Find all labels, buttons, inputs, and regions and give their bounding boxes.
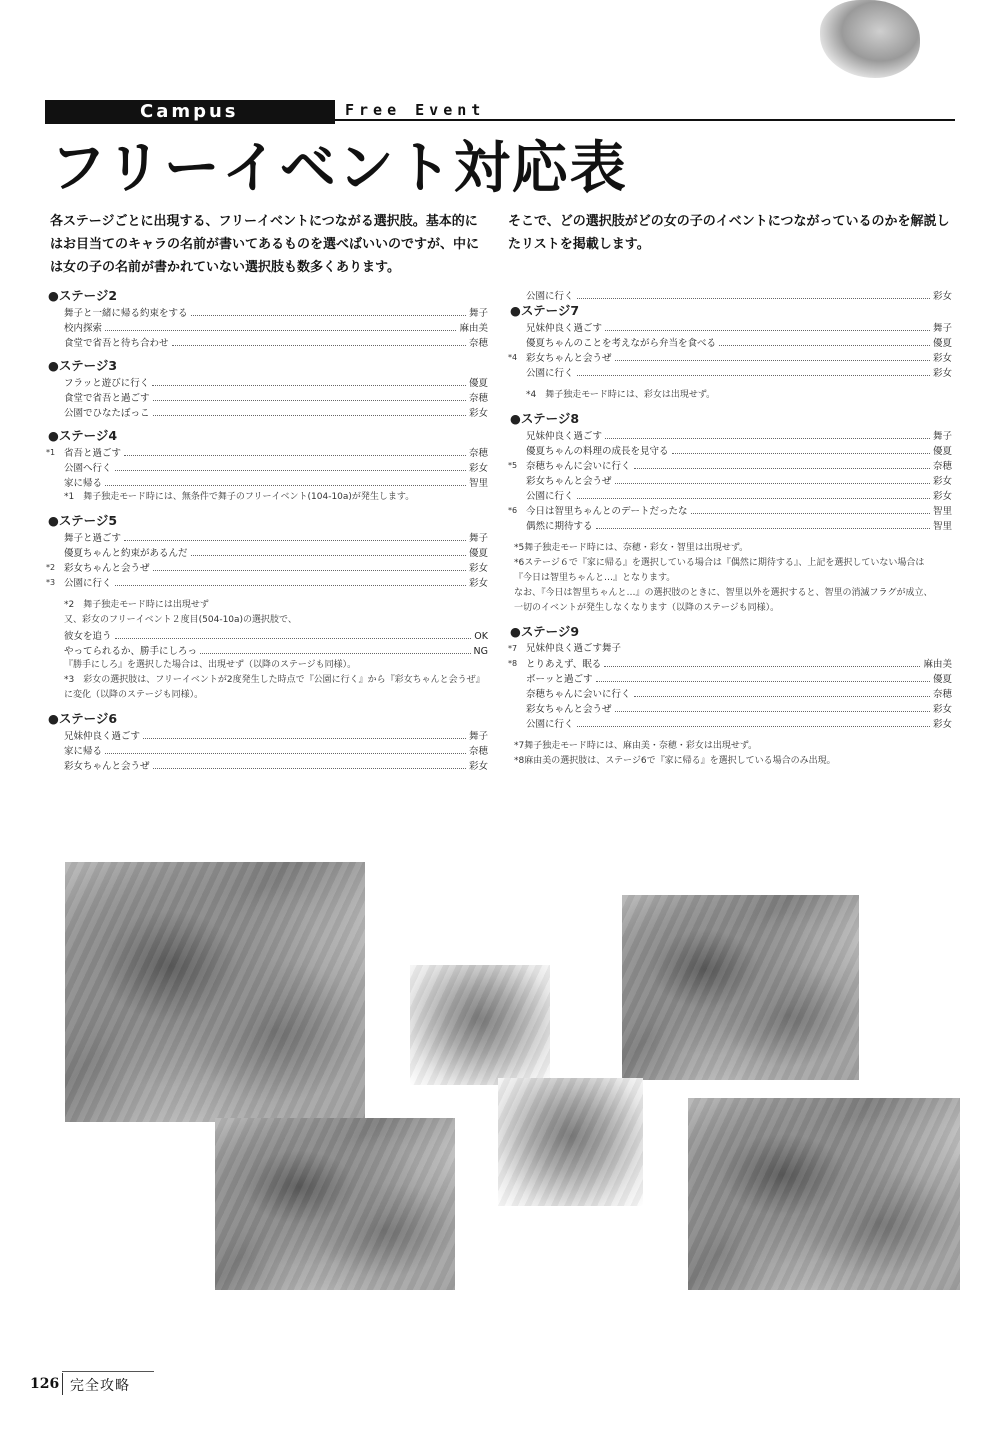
header-rule xyxy=(335,119,955,121)
choice-result: 彩女 xyxy=(932,476,952,487)
leader-dots xyxy=(615,473,930,484)
leader-dots xyxy=(153,390,466,401)
choice-text: やってられるか、勝手にしろっ xyxy=(64,646,198,657)
illustration-embrace xyxy=(622,895,859,1080)
choice-result: 彩女 xyxy=(468,578,488,589)
spacer xyxy=(510,380,952,388)
choice-result: 彩女 xyxy=(468,761,488,772)
choice-result: 優夏 xyxy=(932,338,952,349)
choice-text: 彩女ちゃんと会うぜ xyxy=(64,563,150,574)
choice-result: 智里 xyxy=(932,521,952,532)
choice-result: 優夏 xyxy=(468,378,488,389)
stage-heading: ●ステージ4 xyxy=(48,428,118,443)
choice-row xyxy=(510,320,952,335)
choice-result: 彩女 xyxy=(932,353,952,364)
choice-result: NG xyxy=(473,646,488,657)
footnote-mark: *1 xyxy=(46,448,56,457)
choice-result: 奈穂 xyxy=(468,393,488,404)
choice-result: 舞子 xyxy=(468,731,488,742)
choice-text: フラッと遊びに行く xyxy=(64,378,150,389)
choice-text: 公園に行く xyxy=(526,368,574,379)
choice-text: 食堂で省吾と待ち合わせ xyxy=(64,338,169,349)
choice-result: 彩女 xyxy=(468,408,488,419)
choice-row xyxy=(510,365,952,380)
leader-dots xyxy=(577,488,930,499)
choice-result: 彩女 xyxy=(932,491,952,502)
choice-text: 奈穂ちゃんに会いに行く xyxy=(526,689,631,700)
choice-text: ボーッと過ごす xyxy=(526,674,593,685)
footnote: 『今日は智里ちゃんと…』となります。 xyxy=(514,573,676,583)
illustration-crying-girl xyxy=(215,1118,455,1290)
choice-row xyxy=(510,716,952,731)
leader-dots xyxy=(634,458,930,469)
sub-choice-row xyxy=(48,628,488,643)
footnote: *5舞子独走モード時には、奈穂・彩女・智里は出現せず。 xyxy=(514,543,749,553)
leader-dots xyxy=(577,716,930,727)
choice-text: 彩女ちゃんと会うぜ xyxy=(526,476,612,487)
choice-text: 奈穂ちゃんに会いに行く xyxy=(526,461,631,472)
footer-rule xyxy=(62,1371,154,1372)
choice-result: 優夏 xyxy=(932,674,952,685)
leader-dots xyxy=(604,656,920,667)
stage-heading: ●ステージ3 xyxy=(48,358,118,373)
choice-text: 優夏ちゃんの料理の成長を見守る xyxy=(526,446,669,457)
choice-result: 舞子 xyxy=(932,323,952,334)
choice-row xyxy=(48,305,488,320)
illustration-boy-vignette xyxy=(410,965,550,1085)
footnote: *2 舞子独走モード時には出現せず xyxy=(64,600,209,610)
choice-result: 麻由美 xyxy=(459,323,488,334)
leader-dots xyxy=(115,628,472,639)
choice-result: 奈穂 xyxy=(468,338,488,349)
choice-row xyxy=(510,350,952,365)
choice-text: 公園でひなたぼっこ xyxy=(64,408,150,419)
choice-row xyxy=(510,428,952,443)
choice-row xyxy=(48,728,488,743)
choice-text: 兄妹仲良く過ごす xyxy=(526,323,603,334)
footnote: 一切のイベントが発生しなくなります（以降のステージも同様）。 xyxy=(514,603,780,613)
illustration-girl-on-stairs xyxy=(65,862,365,1122)
choice-result: 奈穂 xyxy=(468,448,488,459)
choice-row xyxy=(48,335,488,350)
leader-dots xyxy=(691,503,930,514)
illustration-fight-scene xyxy=(688,1098,960,1290)
choice-row xyxy=(510,518,952,533)
choice-row xyxy=(48,405,488,420)
choice-row xyxy=(48,390,488,405)
leader-dots xyxy=(172,335,466,346)
choice-row xyxy=(48,475,488,490)
sub-choice-row xyxy=(48,643,488,658)
stage-list-right xyxy=(510,288,952,769)
leader-dots xyxy=(152,375,466,386)
footnote: 『勝手にしろ』を選択した場合は、出現せず（以降のステージも同様）。 xyxy=(64,660,357,670)
choice-text: 優夏ちゃんと約束があるんだ xyxy=(64,548,188,559)
leader-dots xyxy=(105,320,456,331)
footnote: 又、彩女のフリーイベント２度目(504-10a)の選択肢で、 xyxy=(64,615,297,625)
intro-text-right: そこで、どの選択肢がどの女の子のイベントにつながっているのかを解説したリストを掲載します。 xyxy=(508,214,950,252)
choice-result: 奈穂 xyxy=(932,689,952,700)
choice-text: 公園に行く xyxy=(526,491,574,502)
stage-heading: ●ステージ6 xyxy=(48,711,118,726)
choice-text: 彼女を追う xyxy=(64,631,112,642)
choice-text: 優夏ちゃんのことを考えながら弁当を食べる xyxy=(526,338,717,349)
page-title: フリーイベント対応表 xyxy=(50,135,628,201)
choice-text: 彩女ちゃんと会うぜ xyxy=(64,761,150,772)
spacer xyxy=(48,590,488,598)
choice-text: 偶然に期待する xyxy=(526,521,593,532)
footnote-mark: *7 xyxy=(508,644,518,653)
choice-row xyxy=(510,443,952,458)
choice-result: 彩女 xyxy=(932,719,952,730)
choice-row xyxy=(48,530,488,545)
leader-dots xyxy=(191,305,466,316)
choice-row xyxy=(48,575,488,590)
footnote-mark: *5 xyxy=(508,461,518,470)
choice-row xyxy=(510,656,952,671)
choice-result: 優夏 xyxy=(932,446,952,457)
choice-text: 兄妹仲良く過ごす舞子 xyxy=(526,643,622,654)
leader-dots xyxy=(105,743,466,754)
choice-row xyxy=(48,320,488,335)
choice-text: 公園に行く xyxy=(64,578,112,589)
leader-dots xyxy=(153,560,466,571)
choice-row xyxy=(510,458,952,473)
leader-dots xyxy=(615,350,930,361)
choice-row xyxy=(510,686,952,701)
choice-row xyxy=(48,375,488,390)
choice-text: 兄妹仲良く過ごす xyxy=(64,731,141,742)
choice-result: 彩女 xyxy=(932,368,952,379)
leader-dots xyxy=(605,320,930,331)
stage-heading: ●ステージ7 xyxy=(510,303,580,318)
leader-dots xyxy=(143,728,466,739)
footnote: なお、『今日は智里ちゃんと…』の選択肢のときに、智里以外を選択すると、智里の消滅フラグが成立、 xyxy=(514,588,933,598)
leader-dots xyxy=(191,545,466,556)
choice-row xyxy=(510,488,952,503)
footer-separator xyxy=(62,1373,63,1395)
leader-dots xyxy=(115,575,466,586)
choice-row xyxy=(510,288,952,303)
leader-dots xyxy=(153,405,466,416)
choice-result: 舞子 xyxy=(468,308,488,319)
choice-result: 麻由美 xyxy=(923,659,952,670)
stage-heading: ●ステージ2 xyxy=(48,288,118,303)
choice-row xyxy=(510,335,952,350)
choice-text: 校内探索 xyxy=(64,323,103,334)
stage-heading: ●ステージ8 xyxy=(510,411,580,426)
choice-row xyxy=(48,560,488,575)
choice-row xyxy=(48,758,488,773)
choice-row xyxy=(510,503,952,518)
choice-result: 舞子 xyxy=(932,431,952,442)
footer-label: 完全攻略 xyxy=(70,1378,130,1394)
footnote: *3 彩女の選択肢は、フリーイベントが2度発生した時点で『公園に行く』から『彩女ちゃんと会うぜ』 xyxy=(64,675,485,685)
choice-text: 彩女ちゃんと会うぜ xyxy=(526,704,612,715)
leader-dots xyxy=(605,428,930,439)
footnote-mark: *8 xyxy=(508,659,518,668)
choice-row xyxy=(510,473,952,488)
leader-dots xyxy=(200,643,471,654)
choice-result: OK xyxy=(474,631,488,642)
choice-row xyxy=(48,545,488,560)
choice-text: 公園へ行く xyxy=(64,463,112,474)
page-number: 126 xyxy=(30,1376,60,1392)
choice-text: 彩女ちゃんと会うぜ xyxy=(526,353,612,364)
choice-result: 智里 xyxy=(468,478,488,489)
leader-dots xyxy=(672,443,930,454)
choice-text: 兄妹仲良く過ごす xyxy=(526,431,603,442)
footnote-mark: *6 xyxy=(508,506,518,515)
choice-text: 今日は智里ちゃんとのデートだったな xyxy=(526,506,688,517)
illustration-shrine-maiden xyxy=(498,1078,643,1206)
leader-dots xyxy=(115,460,466,471)
choice-row xyxy=(48,460,488,475)
choice-text: 公園に行く xyxy=(526,291,574,302)
choice-text: 舞子と過ごす xyxy=(64,533,122,544)
stage-list-left xyxy=(48,288,488,773)
leader-dots xyxy=(719,335,930,346)
leader-dots xyxy=(124,530,466,541)
footnote: に変化（以降のステージも同様）。 xyxy=(64,690,204,700)
choice-row xyxy=(510,641,952,656)
leader-dots xyxy=(634,686,930,697)
leader-dots xyxy=(153,758,466,769)
footnote-mark: *2 xyxy=(46,563,56,572)
choice-result: 舞子 xyxy=(468,533,488,544)
choice-text: 家に帰る xyxy=(64,746,103,757)
footnote: *6ステージ６で『家に帰る』を選択している場合は『偶然に期待する』、上記を選択していない場合は xyxy=(514,558,925,568)
leader-dots xyxy=(124,445,466,456)
spacer xyxy=(510,533,952,541)
choice-result: 彩女 xyxy=(932,291,952,302)
choice-text: 省吾と過ごす xyxy=(64,448,122,459)
corner-decoration-image xyxy=(820,0,920,78)
leader-dots xyxy=(615,701,930,712)
choice-result: 彩女 xyxy=(468,463,488,474)
footnote: *7舞子独走モード時には、麻由美・奈穂・彩女は出現せず。 xyxy=(514,741,758,751)
choice-text: 家に帰る xyxy=(64,478,103,489)
footnote-mark: *4 xyxy=(508,353,518,362)
choice-row xyxy=(510,671,952,686)
choice-result: 奈穂 xyxy=(932,461,952,472)
choice-text: 食堂で省吾と過ごす xyxy=(64,393,150,404)
choice-result: 智里 xyxy=(932,506,952,517)
footnote: *8麻由美の選択肢は、ステージ6で『家に帰る』を選択している場合のみ出現。 xyxy=(514,756,836,766)
footnote: *1 舞子独走モード時には、無条件で舞子のフリーイベント(104-10a)が発生します。 xyxy=(64,492,415,502)
stage-heading: ●ステージ9 xyxy=(510,624,580,639)
choice-row xyxy=(48,445,488,460)
leader-dots xyxy=(596,518,930,529)
choice-result: 優夏 xyxy=(468,548,488,559)
leader-dots xyxy=(577,365,930,376)
choice-result: 彩女 xyxy=(932,704,952,715)
choice-result: 彩女 xyxy=(468,563,488,574)
leader-dots xyxy=(105,475,466,486)
leader-dots xyxy=(596,671,930,682)
section-label-free-event: Free Event xyxy=(345,101,486,119)
intro-text-left: 各ステージごとに出現する、フリーイベントにつながる選択肢。基本的にはお目当てのキャラの名前が書いてあるものを選べばいいのですが、中には女の子の名前が書かれていない選択肢も数多くあります。 xyxy=(50,214,480,275)
footnote-mark: *3 xyxy=(46,578,56,587)
choice-row xyxy=(48,743,488,758)
spacer xyxy=(510,731,952,739)
leader-dots xyxy=(577,288,930,299)
choice-result: 奈穂 xyxy=(468,746,488,757)
section-label-campus: Campus xyxy=(140,101,239,122)
stage-heading: ●ステージ5 xyxy=(48,513,118,528)
choice-text: 舞子と一緒に帰る約束をする xyxy=(64,308,188,319)
footnote: *4 舞子独走モード時には、彩女は出現せず。 xyxy=(526,390,716,400)
choice-row xyxy=(510,701,952,716)
choice-text: 公園に行く xyxy=(526,719,574,730)
choice-text: とりあえず、眠る xyxy=(526,659,602,670)
